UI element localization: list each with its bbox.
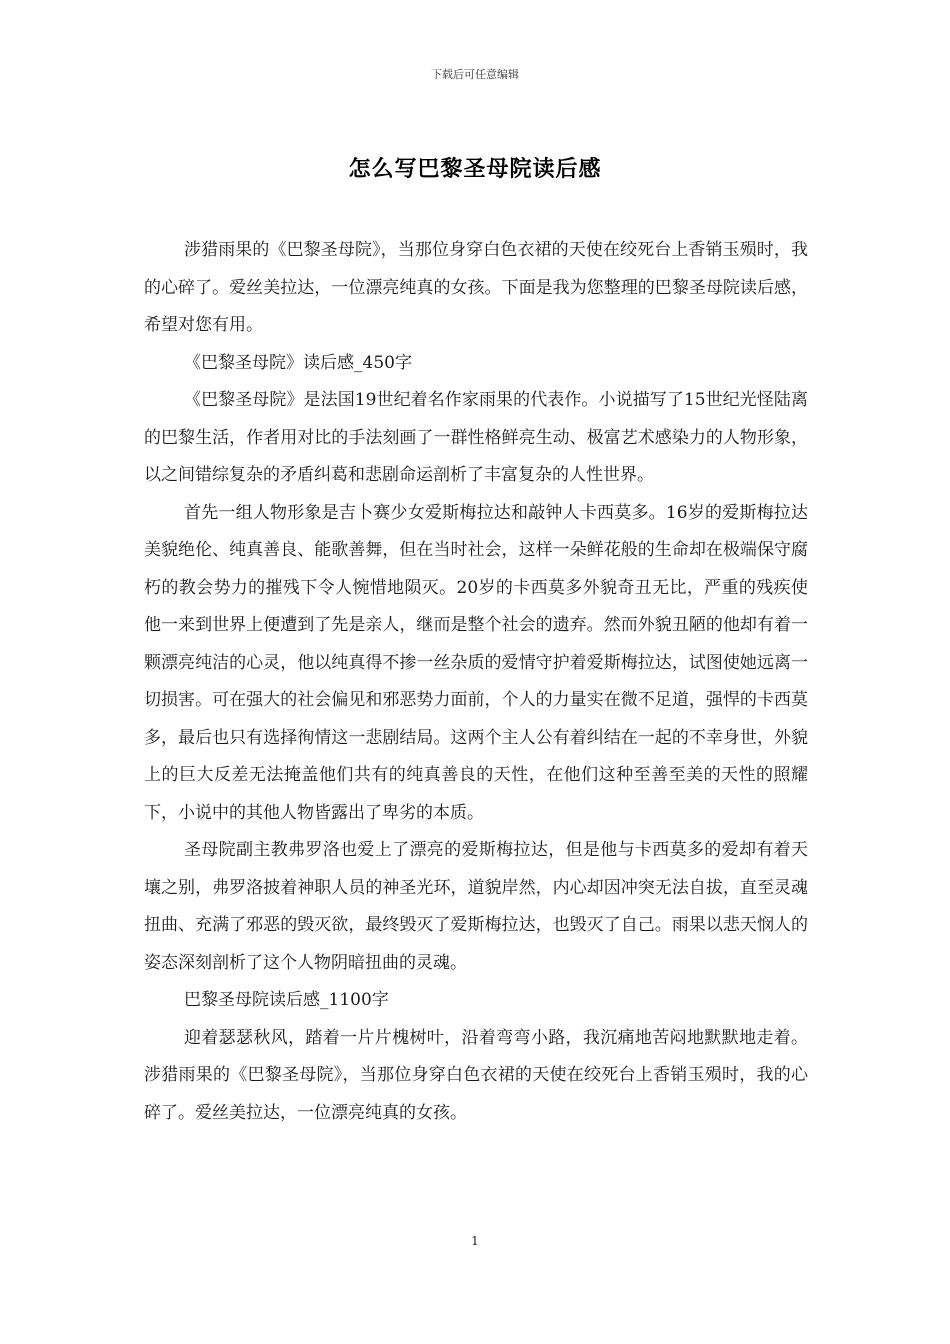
body-paragraph: 圣母院副主教弗罗洛也爱上了漂亮的爱斯梅拉达，但是他与卡西莫多的爱却有着天壤之别，弗罗洛披着神职人员的神圣光环，道貌岸然，内心却因冲突无法自拔，直至灵魂扭曲、充满了邪恶的毁灭欲，最终毁灭了爱斯梅拉达，也毁灭了自己。雨果以悲天悯人的姿态深刻剖析了这个人物阴暗扭曲的灵魂。 [144,840,808,973]
document-title: 怎么写巴黎圣母院读后感 [348,156,602,182]
header-note: 下载后可任意编辑 [431,68,519,81]
page-number: 1 [471,1234,479,1248]
section-heading-1100: 巴黎圣母院读后感_1100字 [184,990,389,1010]
intro-paragraph: 涉猎雨果的《巴黎圣母院》，当那位身穿白色衣裙的天使在绞死台上香销玉殒时，我的心碎了。爱丝美拉达，一位漂亮纯真的女孩。下面是我为您整理的巴黎圣母院读后感，希望对您有用。 [144,240,808,335]
section-heading-450: 《巴黎圣母院》读后感_450字 [184,352,412,373]
document-body [144,232,808,1132]
body-paragraph: 《巴黎圣母院》是法国19世纪着名作家雨果的代表作。小说描写了15世纪光怪陆离的巴黎生活，作者用对比的手法刻画了一群性格鲜亮生动、极富艺术感染力的人物形象，以之间错综复杂的矛盾纠葛和悲剧命运剖析了丰富复杂的人性世界。 [144,390,808,485]
body-paragraph: 首先一组人物形象是吉卜赛少女爱斯梅拉达和敲钟人卡西莫多。16岁的爱斯梅拉达美貌绝伦、纯真善良、能歌善舞，但在当时社会，这样一朵鲜花般的生命却在极端保守腐朽的教会势力的摧残下令人惋惜地陨灭。20岁的卡西莫多外貌奇丑无比，严重的残疾使他一来到世界上便遭到了先是亲人，继而是整个社会的遗弃。然而外貌丑陋的他却有着一颗漂亮纯洁的心灵，他以纯真得不掺一丝杂质的爱情守护着爱斯梅拉达，试图使她远离一切损害。可在强大的社会偏见和邪恶势力面前，个人的力量实在微不足道，强悍的卡西莫多，最后也只有选择徇情这一悲剧结局。这两个主人公有着纠结在一起的不幸身世，外貌上的巨大反差无法掩盖他们共有的纯真善良的天性，在他们这种至善至美的天性的照耀下，小说中的其他人物皆露出了卑劣的本质。 [144,502,808,823]
body-paragraph: 迎着瑟瑟秋风，踏着一片片槐树叶，沿着弯弯小路，我沉痛地苦闷地默默地走着。涉猎雨果的《巴黎圣母院》，当那位身穿白色衣裙的天使在绞死台上香销玉殒时，我的心碎了。爱丝美拉达，一位漂亮纯真的女孩。 [144,1027,808,1123]
